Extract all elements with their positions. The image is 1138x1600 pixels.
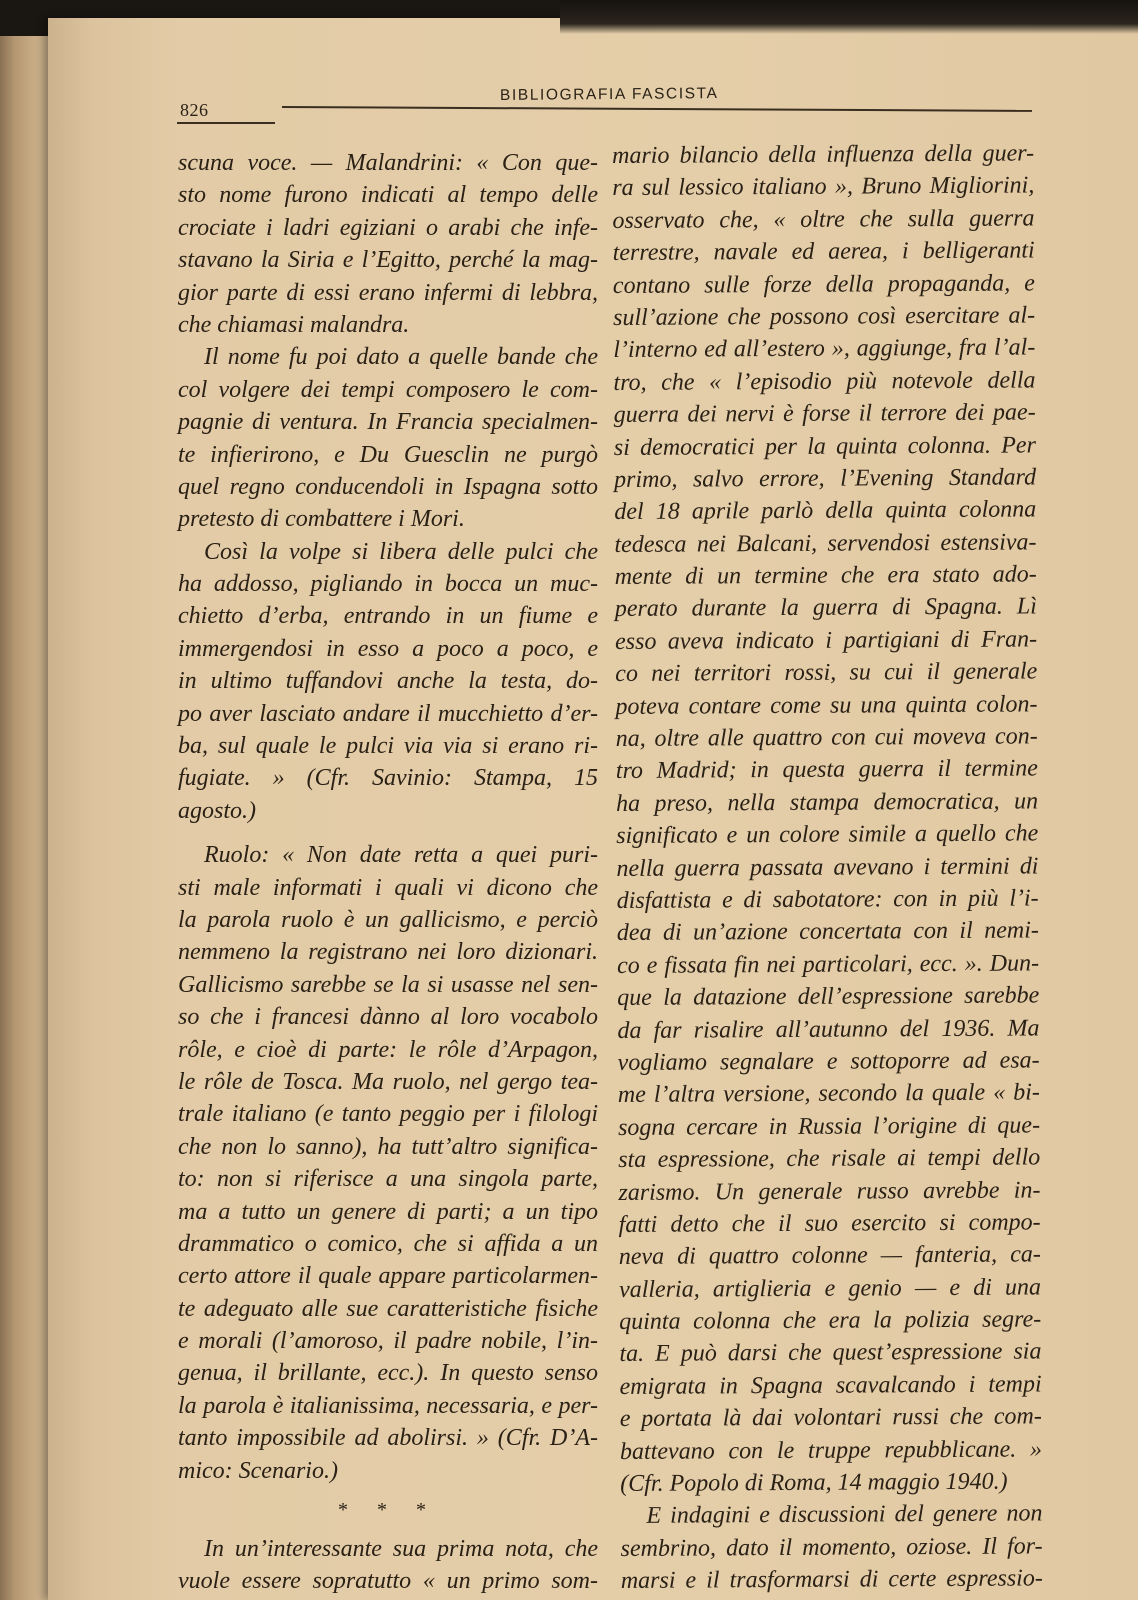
text-line: co nei territori rossi, su cui il generale [615, 658, 1038, 688]
text-line: E indagini e discussioni del genere non [646, 1500, 1043, 1530]
top-shadow [560, 0, 1138, 34]
text-line: guerra dei nervi è forse il terrore dei pae- [613, 399, 1036, 429]
text-line: so che i francesi dànno al loro vocabolo [178, 1004, 598, 1031]
text-line: gior parte di essi erano infermi di lebbra, [178, 279, 598, 306]
text-line: che chiamasi malandra. [178, 311, 410, 338]
text-line: primo, salvo errore, l’Evening Standard [613, 464, 1037, 493]
left-column [178, 147, 598, 1598]
text-line: fugiate. » (Cfr. Savinio: Stampa, 15 [178, 765, 598, 792]
text-line: col volgere dei tempi composero le com- [178, 376, 598, 403]
text-line: sembrino, dato il momento, oziose. Il for- [620, 1533, 1043, 1562]
text-line: ma a tutto un genere di parti; a un tipo [178, 1198, 598, 1225]
text-line: la parola è italianissima, necessaria, e per- [178, 1392, 598, 1419]
text-line: pretesto di combattere i Mori. [178, 506, 465, 533]
text-line: te infierirono, e Du Guesclin ne purgò [178, 441, 598, 468]
text-line: que la datazione dell’espressione sarebbe [617, 982, 1040, 1012]
text-line: Gallicismo sarebbe se la si usasse nel sen- [178, 971, 598, 998]
text-line: ba, sul quale le pulci via via si erano ri- [178, 733, 598, 760]
text-line: immergendosi in esso a poco a poco, e [178, 635, 598, 662]
text-line: fatti detto che il suo esercito si compo- [618, 1209, 1041, 1238]
text-line: in ultimo tuffandovi anche la testa, do- [178, 668, 598, 695]
text-line: te adeguato alle sue caratteristiche fisiche [178, 1295, 598, 1322]
text-line: nella guerra passata avevano i termini di [616, 853, 1039, 882]
text-line: che non lo sanno), ha tutt’altro significa- [178, 1133, 598, 1160]
text-line: zarismo. Un generale russo avrebbe in- [618, 1176, 1041, 1206]
paragraph-gap [178, 827, 598, 839]
text-line: le rôle de Tosca. Ma ruolo, nel gergo tea- [178, 1068, 598, 1095]
text-line: da far risalire all’autunno del 1936. Ma [617, 1014, 1040, 1044]
text-line: na, oltre alle quattro con cui moveva con- [615, 723, 1038, 753]
text-line: e portata là dai volontari russi che com- [619, 1403, 1042, 1433]
text-line: l’interno ed all’estero », aggiunge, fra l’al- [613, 334, 1036, 364]
text-line: osservato che, « oltre che sulla guerra [612, 205, 1035, 234]
text-line: sogna cercare in Russia l’origine di que- [617, 1112, 1041, 1141]
text-line: e morali (l’amoroso, il padre nobile, l’in- [178, 1328, 598, 1355]
text-line: drammatico o comico, che si affida a un [178, 1230, 598, 1257]
text-line: marsi e il trasformarsi di certe espressio- [620, 1565, 1043, 1595]
text-line: contano sulle forze della propaganda, e [612, 269, 1035, 299]
text-line: stavano la Siria e l’Egitto, perché la mag- [178, 247, 598, 274]
text-line: ha addosso, pigliando in bocca un muc- [178, 571, 598, 598]
text-line: certo attore il quale appare particolarmen- [178, 1263, 598, 1290]
text-line: esso aveva indicato i partigiani di Fran- [614, 626, 1038, 655]
text-line: tro, che « l’episodio più notevole della [613, 367, 1036, 396]
text-line: quel regno conducendoli in Ispagna sotto [178, 473, 598, 500]
text-line: nemmeno la registrano nei loro dizionari. [178, 939, 598, 966]
text-line: sto nome furono indicati al tempo delle [178, 182, 598, 209]
text-line: poteva contare come su una quinta colon- [615, 691, 1038, 720]
text-line: agosto.) [178, 797, 256, 824]
text-line: ra sul lessico italiano », Bruno Migliorini, [612, 172, 1035, 202]
text-line: tedesca nei Balcani, servendosi estensiva- [614, 529, 1037, 558]
text-line: crociate i ladri egiziani o arabi che infe- [178, 214, 598, 241]
right-column [612, 137, 1043, 1597]
text-line: sull’azione che possono così esercitare al- [613, 302, 1036, 331]
text-line: pagnie di ventura. In Francia specialmen- [178, 409, 598, 436]
text-line: vogliamo segnalare e sottoporre ad esa- [617, 1047, 1040, 1076]
text-line: ta. E può darsi che quest’espressione sia [619, 1338, 1042, 1368]
text-line: la parola ruolo è un gallicismo, e perciò [178, 906, 598, 933]
text-line: mario bilancio della influenza della guer- [612, 140, 1035, 169]
text-line: tro Madrid; in questa guerra il termine [615, 755, 1038, 785]
text-line: mico: Scenario.) [178, 1457, 338, 1484]
text-line: co e fissata fin nei particolari, ecc. ». Dun- [616, 950, 1040, 979]
text-line: dea di un’azione concertata con il nemi- [616, 917, 1039, 947]
text-line: to: non si riferisce a una singola parte, [178, 1166, 598, 1193]
text-line: sti male informati i quali vi dicono che [178, 874, 598, 901]
text-line: perato durante la guerra di Spagna. Lì [614, 593, 1037, 623]
text-line: In un’interessante sua prima nota, che [204, 1536, 598, 1563]
section-separator: * * * [338, 1499, 438, 1522]
text-line: neva di quattro colonne — fanteria, ca- [618, 1241, 1041, 1271]
text-line: valleria, artiglieria e genio — e di una [618, 1274, 1042, 1303]
text-line: genua, il brillante, ecc.). In questo senso [178, 1360, 598, 1387]
running-head: BIBLIOGRAFIA FASCISTA [499, 85, 719, 104]
header-rule-short [177, 122, 275, 124]
text-line: scuna voce. — Malandrini: « Con que- [178, 150, 598, 176]
text-line: significato e un colore simile a quello che [616, 820, 1039, 850]
text-line: Così la volpe si libera delle pulci che [204, 538, 598, 565]
text-line: (Cfr. Popolo di Roma, 14 maggio 1940.) [620, 1468, 1008, 1497]
text-line: si democratici per la quinta colonna. Per [613, 431, 1036, 461]
text-line: Il nome fu poi dato a quelle bande che [204, 344, 598, 371]
text-line: sta espressione, che risale ai tempi dello [618, 1144, 1041, 1174]
text-line: chietto d’erba, entrando in un fiume e [178, 603, 598, 630]
text-line: terrestre, navale ed aerea, i belligeranti [612, 237, 1035, 267]
text-line: del 18 aprile parlò della quinta colonna [614, 496, 1037, 526]
text-line: rôle, e cioè di parte: le rôle d’Arpagon, [178, 1036, 598, 1063]
text-line: trale italiano (e tanto peggio per i filologi [178, 1101, 598, 1128]
text-line: battevano con le truppe repubblicane. » [619, 1436, 1043, 1465]
text-line: disfattista e di sabotatore: con in più l’i- [616, 885, 1039, 914]
text-line: quinta colonna che era la polizia segre- [619, 1306, 1042, 1336]
text-line: ha preso, nella stampa democratica, un [615, 788, 1039, 817]
page-number: 826 [180, 100, 209, 120]
text-line: me l’altra versione, secondo la quale « bi- [617, 1079, 1040, 1109]
text-line: emigrata in Spagna scavalcando i tempi [619, 1371, 1042, 1400]
text-line: mente di un termine che era stato ado- [614, 561, 1037, 591]
text-line: vuole essere sopratutto « un primo som- [178, 1568, 598, 1595]
text-line: tanto impossibile ad abolirsi. » (Cfr. D’A- [178, 1425, 598, 1452]
text-line: Ruolo: « Non date retta a quei puri- [204, 842, 598, 869]
text-line: po aver lasciato andare il mucchietto d’er- [178, 700, 598, 727]
